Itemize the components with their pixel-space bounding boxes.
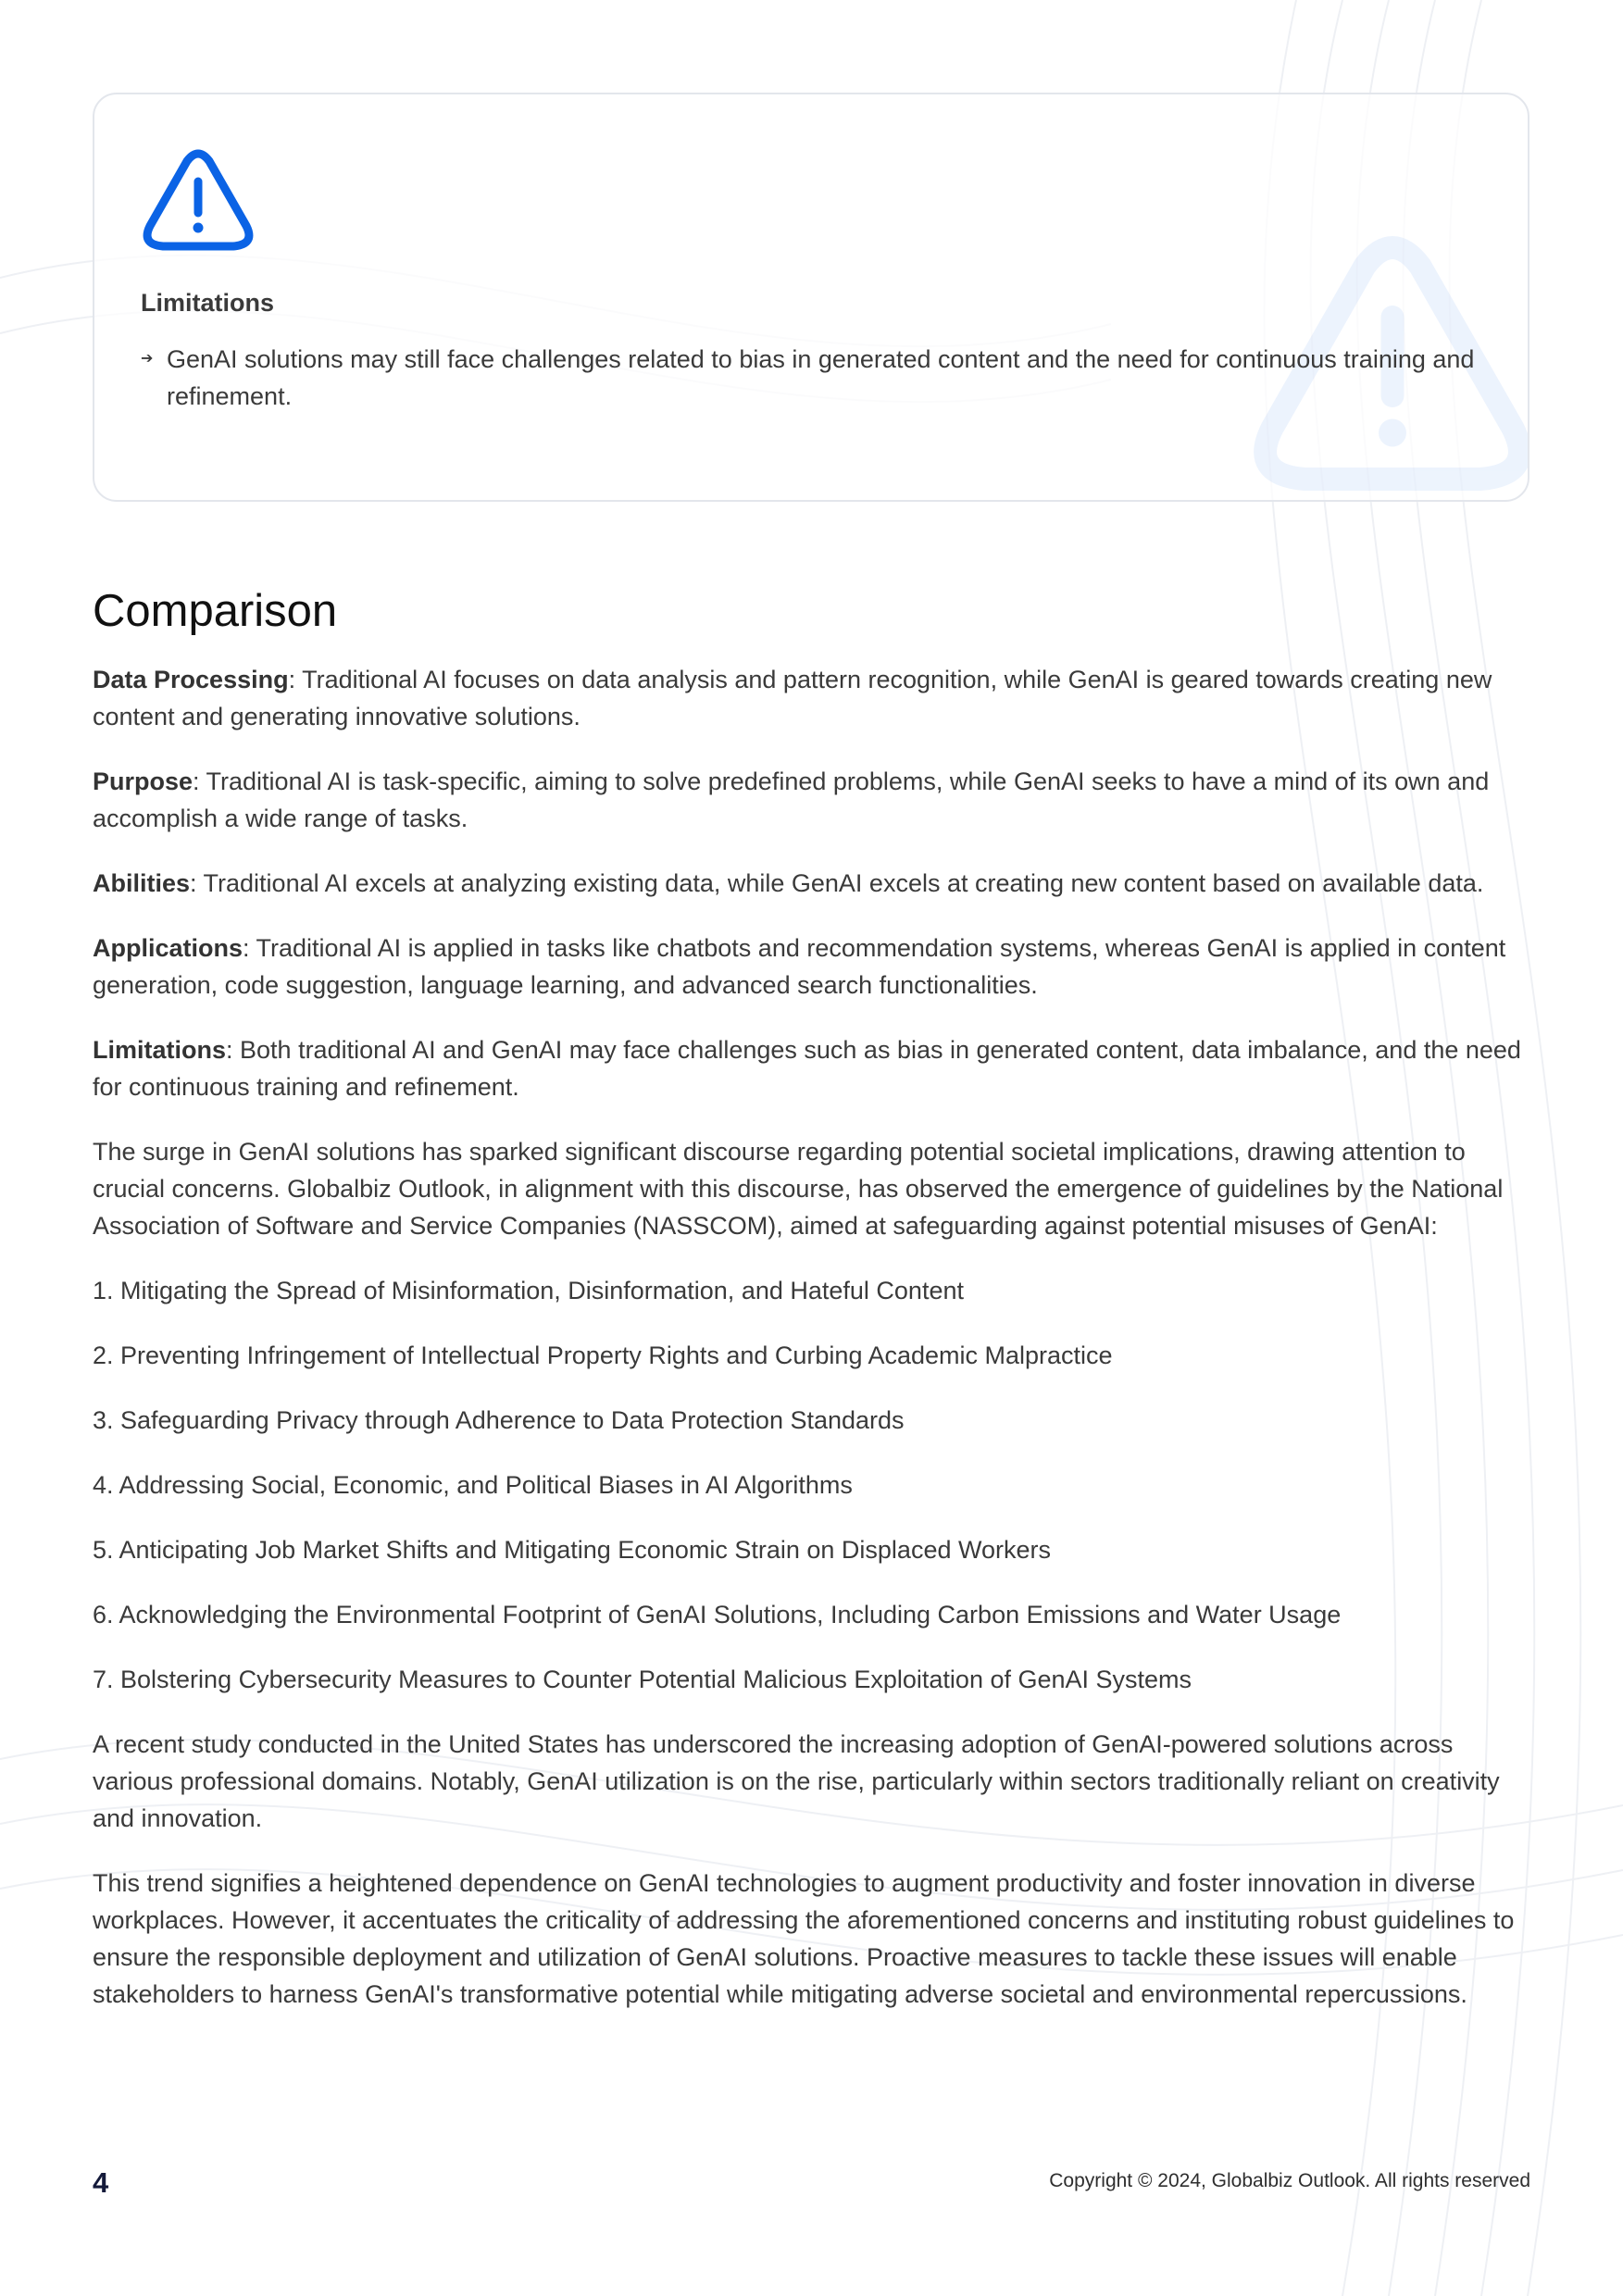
comparison-point-data-processing [93, 661, 1532, 735]
comparison-point-applications [93, 930, 1532, 1004]
comparison-point-abilities [93, 865, 1532, 902]
guideline-item: 2. Preventing Infringement of Intellectual Property Rights and Curbing Academic Malpractice [93, 1341, 1113, 1369]
point-text: : Traditional AI focuses on data analysis and pattern recognition, while GenAI is geared towards creating new content and generating innovative solutions. [93, 666, 1492, 730]
callout-list-item [141, 341, 1492, 415]
comparison-point-limitations [93, 1031, 1532, 1105]
guideline-item: 1. Mitigating the Spread of Misinformation, Disinformation, and Hateful Content [93, 1277, 964, 1304]
guideline-item: 5. Anticipating Job Market Shifts and Mitigating Economic Strain on Displaced Workers [93, 1536, 1051, 1564]
limitations-callout [93, 93, 1529, 502]
callout-title: Limitations [141, 289, 275, 317]
point-label: Data Processing [93, 666, 289, 693]
guideline-item: 4. Addressing Social, Economic, and Political Biases in AI Algorithms [93, 1471, 853, 1499]
point-label: Applications [93, 934, 243, 962]
callout-list [141, 341, 1492, 415]
copyright-notice: Copyright © 2024, Globalbiz Outlook. All rights reserved [1049, 2170, 1530, 2191]
intro-paragraph: The surge in GenAI solutions has sparked significant discourse regarding potential societal implications, drawing attention to crucial concerns. Globalbiz Outlook, in alignment with this discourse, has observed the emergence of guidelines by the National Association of Software and Service Companies (NASSCOM), aimed at safeguarding against potential misuses of GenAI: [93, 1138, 1504, 1240]
warning-triangle-icon [141, 148, 256, 254]
study-paragraph: A recent study conducted in the United States has underscored the increasing adoption of GenAI-powered solutions across various professional domains. Notably, GenAI utilization is on the rise, particularly within sectors traditionally reliant on creativity and innovation. [93, 1730, 1500, 1832]
trend-paragraph: This trend signifies a heightened dependence on GenAI technologies to augment productivity and foster innovation in diverse workplaces. However, it accentuates the criticality of addressing the aforementioned concerns and instituting robust guidelines to ensure the responsible deployment and utilization of GenAI solutions. Proactive measures to tackle these issues will enable stakeholders to harness GenAI's transformative potential while mitigating adverse societal and environmental repercussions. [93, 1869, 1515, 2008]
main-content [93, 583, 1532, 2040]
guideline-item: 3. Safeguarding Privacy through Adherence to Data Protection Standards [93, 1406, 905, 1434]
comparison-point-purpose [93, 763, 1532, 837]
guideline-item: 7. Bolstering Cybersecurity Measures to Counter Potential Malicious Exploitation of GenAI Systems [93, 1666, 1192, 1693]
page-number: 4 [93, 2166, 109, 2199]
point-label: Purpose [93, 767, 194, 795]
section-title: Comparison [93, 586, 338, 636]
point-text: : Both traditional AI and GenAI may face challenges such as bias in generated content, data imbalance, and the need for continuous training and refinement. [93, 1036, 1521, 1101]
callout-item-text: GenAI solutions may still face challenges related to bias in generated content and the need for continuous training and refinement. [167, 345, 1475, 410]
point-text: : Traditional AI excels at analyzing existing data, while GenAI excels at creating new content based on available data. [190, 869, 1484, 897]
guideline-item: 6. Acknowledging the Environmental Footprint of GenAI Solutions, Including Carbon Emissions and Water Usage [93, 1601, 1342, 1628]
arrow-right-bullet-icon: ➔ [141, 351, 154, 367]
point-text: : Traditional AI is applied in tasks like chatbots and recommendation systems, whereas GenAI is applied in content generation, code suggestion, language learning, and advanced search functionalities. [93, 934, 1506, 999]
point-label: Limitations [93, 1036, 227, 1064]
point-label: Abilities [93, 869, 191, 897]
point-text: : Traditional AI is task-specific, aiming to solve predefined problems, while GenAI seeks to have a mind of its own and accomplish a wide range of tasks. [93, 767, 1490, 832]
